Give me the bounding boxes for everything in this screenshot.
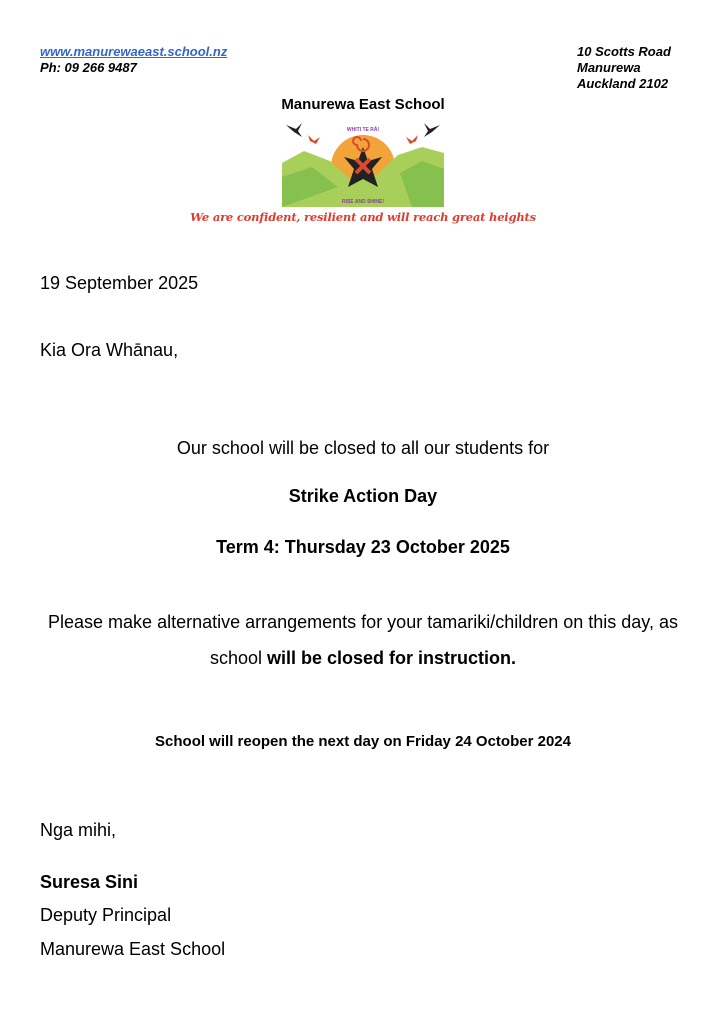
- arrangements-text: Please make alternative arrangements for your tamariki/children on this day, as school: [48, 612, 678, 668]
- address-line: Auckland 2102: [577, 76, 669, 91]
- arrangements-emphasis: will be closed for instruction.: [267, 648, 517, 668]
- signatory-title: Deputy Principal: [40, 905, 172, 925]
- school-tagline: We are confident, resilient and will reach great heights: [190, 210, 536, 224]
- school-title: Manurewa East School: [281, 96, 445, 113]
- event-date: Term 4: Thursday 23 October 2025: [216, 537, 510, 557]
- signatory-org: Manurewa East School: [40, 939, 226, 959]
- signatory-name: Suresa Sini: [40, 872, 139, 892]
- logo-text-top: WHITI TE RĀ!: [346, 127, 380, 133]
- school-logo: [282, 117, 444, 207]
- letter-date: 19 September 2025: [40, 273, 199, 293]
- closing: Nga mihi,: [40, 820, 117, 840]
- address-line: 10 Scotts Road: [577, 44, 671, 59]
- header-contact: [40, 44, 227, 76]
- address-line: Manurewa: [577, 60, 641, 75]
- phone-number: Ph: 09 266 9487: [40, 60, 137, 75]
- logo-text-bottom: RISE AND SHINE!: [341, 199, 385, 205]
- header-address: [577, 44, 671, 92]
- greeting: Kia Ora Whānau,: [40, 340, 179, 360]
- reopen-notice: School will reopen the next day on Friday 24 October 2024: [155, 733, 571, 750]
- closure-intro: Our school will be closed to all our students for: [176, 438, 550, 458]
- arrangements-paragraph: [40, 604, 686, 676]
- event-title: Strike Action Day: [288, 486, 438, 506]
- website-link[interactable]: www.manurewaeast.school.nz: [40, 44, 228, 59]
